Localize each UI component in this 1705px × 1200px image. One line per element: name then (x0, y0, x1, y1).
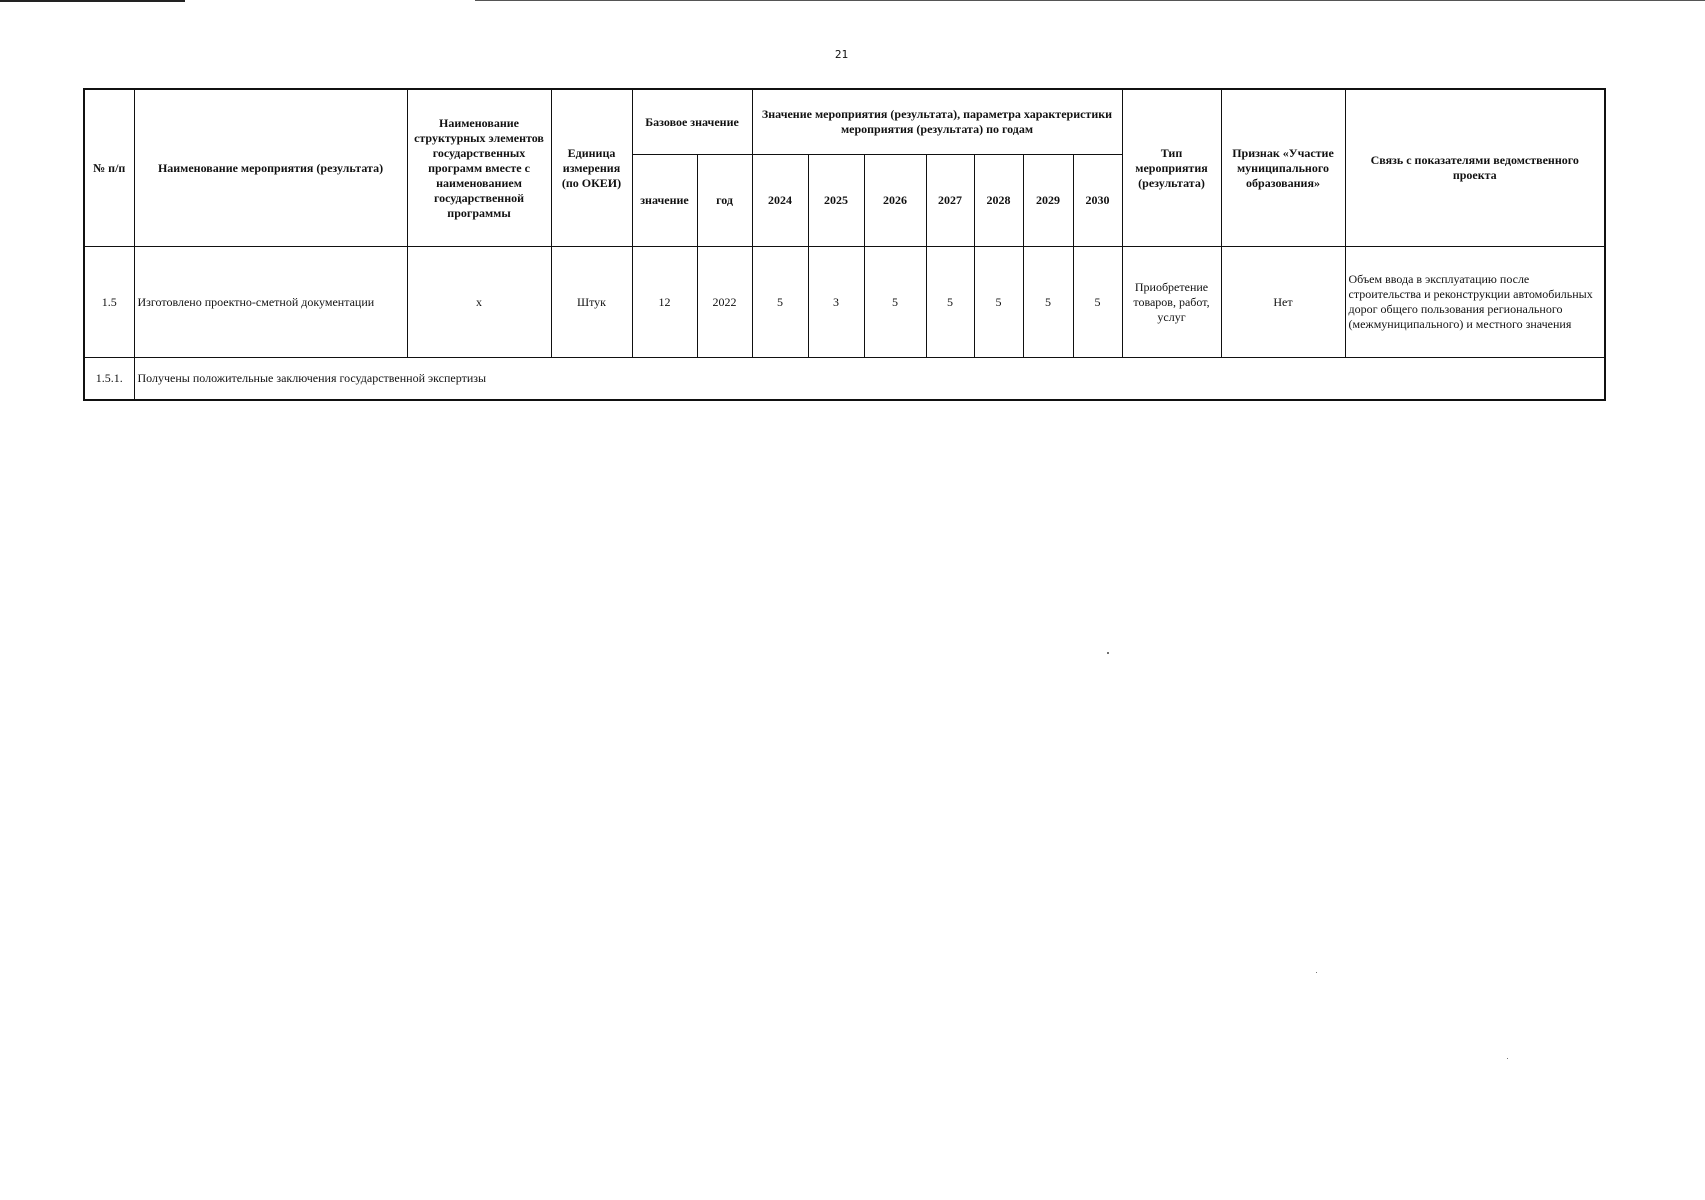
header-structural: Наименование структурных элементов государственных программ вместе с наименованием государственной программы (407, 89, 551, 247)
cell-base-year: 2022 (697, 247, 752, 358)
header-year-2024: 2024 (752, 155, 808, 247)
table-subrow (84, 358, 1605, 401)
cell-year-2028: 5 (974, 247, 1023, 358)
header-unit: Единица измерения (по ОКЕИ) (551, 89, 632, 247)
cell-structural: х (407, 247, 551, 358)
header-link: Связь с показателями ведомственного проекта (1345, 89, 1605, 247)
table-row (84, 247, 1605, 358)
cell-num: 1.5 (84, 247, 134, 358)
cell-year-2030: 5 (1073, 247, 1122, 358)
header-type: Тип мероприятия (результата) (1122, 89, 1221, 247)
header-row-top (84, 89, 1605, 155)
page-number: 21 (834, 48, 849, 61)
cell-year-2029: 5 (1023, 247, 1073, 358)
header-base-value: значение (632, 155, 697, 247)
cell-type: Приобретение товаров, работ, услуг (1122, 247, 1221, 358)
header-year-2025: 2025 (808, 155, 864, 247)
cell-subrow-text: Получены положительные заключения государственной экспертизы (134, 358, 1605, 401)
header-base-year: год (697, 155, 752, 247)
header-year-2030: 2030 (1073, 155, 1122, 247)
header-year-2028: 2028 (974, 155, 1023, 247)
scan-edge-line-right (475, 0, 1705, 1)
cell-year-2024: 5 (752, 247, 808, 358)
scan-speck (1107, 652, 1109, 654)
header-year-2026: 2026 (864, 155, 926, 247)
header-year-2029: 2029 (1023, 155, 1073, 247)
cell-unit: Штук (551, 247, 632, 358)
cell-subrow-num: 1.5.1. (84, 358, 134, 401)
cell-year-2026: 5 (864, 247, 926, 358)
cell-base-value: 12 (632, 247, 697, 358)
cell-year-2025: 3 (808, 247, 864, 358)
cell-year-2027: 5 (926, 247, 974, 358)
cell-link: Объем ввода в эксплуатацию после строительства и реконструкции автомобильных дорог общего пользования регионального (межмуниципального) и местного значения (1345, 247, 1605, 358)
header-num: № п/п (84, 89, 134, 247)
results-table (83, 88, 1606, 401)
scan-speck (1507, 1058, 1508, 1059)
cell-name: Изготовлено проектно-сметной документации (134, 247, 407, 358)
scan-speck (1316, 972, 1317, 973)
header-name: Наименование мероприятия (результата) (134, 89, 407, 247)
header-municipal: Признак «Участие муниципального образования» (1221, 89, 1345, 247)
header-years-group: Значение мероприятия (результата), параметра характеристики мероприятия (результата) по годам (752, 89, 1122, 155)
scan-edge-line-left (0, 0, 185, 2)
cell-municipal: Нет (1221, 247, 1345, 358)
header-base: Базовое значение (632, 89, 752, 155)
header-year-2027: 2027 (926, 155, 974, 247)
